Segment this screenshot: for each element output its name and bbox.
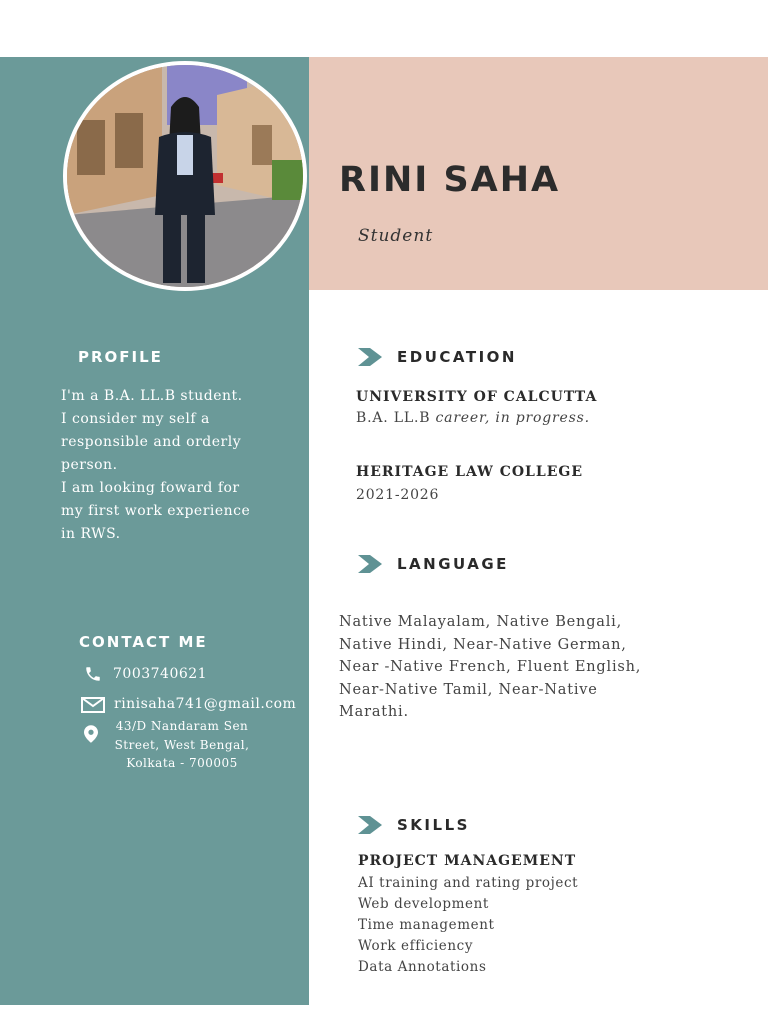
skill-item: Web development [358,896,489,912]
profile-line: I consider my self a [61,411,210,427]
address-line: 43/D Nandaram Sen [115,719,249,733]
language-heading: LANGUAGE [397,555,509,573]
skills-list [358,873,578,978]
contact-email[interactable]: rinisaha741@gmail.com [114,696,297,712]
education-heading-row [358,348,517,366]
address-line: Kolkata - 700005 [126,756,238,770]
education-detail [356,410,590,426]
language-line: Near-Native Tamil, Near-Native [339,681,598,698]
language-heading-row [358,555,509,573]
chevron-right-icon [358,816,382,834]
language-line: Marathi. [339,704,409,720]
profile-line: person. [61,457,118,473]
language-line: Native Hindi, Near-Native German, [339,636,627,653]
profile-line: in RWS. [61,526,121,542]
location-pin-icon [84,725,98,743]
candidate-role: Student [358,226,434,246]
education-school: HERITAGE LAW COLLEGE [356,464,584,480]
language-text [339,611,669,724]
profile-line: my first work experience [61,503,251,519]
contact-heading: CONTACT ME [79,633,208,651]
language-line: Native Malayalam, Native Bengali, [339,614,623,630]
chevron-right-icon [358,555,382,573]
address-line: Street, West Bengal, [114,737,250,752]
skill-item: Time management [358,917,495,933]
contact-phone[interactable]: 7003740621 [113,666,208,682]
skill-item: AI training and rating project [358,875,579,891]
contact-address [102,717,262,773]
mail-icon [81,697,105,713]
profile-line: responsible and orderly [61,434,242,450]
profile-line: I'm a B.A. LL.B student. [61,388,243,404]
profile-line: I am looking foward for [61,480,240,496]
phone-icon [84,665,102,683]
skill-item: Data Annotations [358,959,487,975]
education-degree: B.A. LL.B [356,410,436,426]
education-heading: EDUCATION [397,348,517,366]
profile-heading: PROFILE [78,348,163,366]
profile-photo [63,61,307,291]
skills-heading: SKILLS [397,816,470,834]
candidate-name: RINI SAHA [339,160,561,200]
language-line: Near -Native French, Fluent English, [339,659,642,675]
education-school: UNIVERSITY OF CALCUTTA [356,389,598,405]
chevron-right-icon [358,348,382,366]
skills-subheading: PROJECT MANAGEMENT [358,853,577,869]
education-years: 2021-2026 [356,487,440,503]
education-status: career, in progress. [435,410,590,426]
skills-heading-row [358,816,470,834]
skill-item: Work efficiency [358,938,474,954]
profile-text [61,385,301,546]
